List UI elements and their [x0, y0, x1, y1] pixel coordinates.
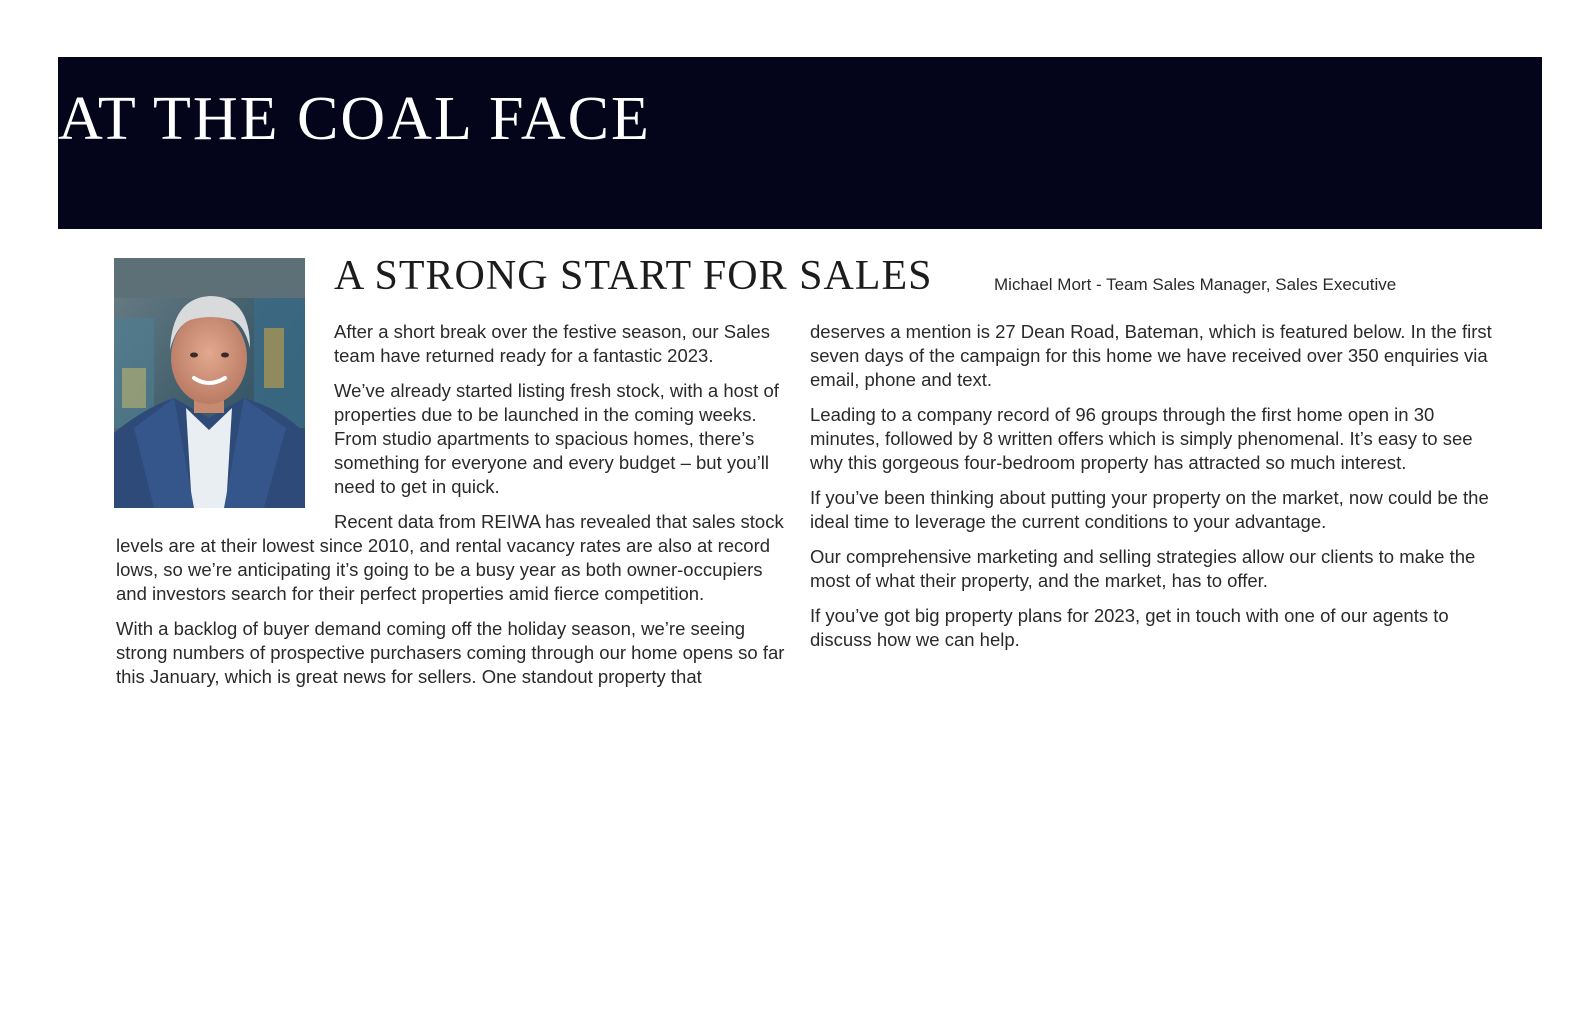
article-headline: A STRONG START FOR SALES	[334, 253, 933, 299]
paragraph: After a short break over the festive season, our Sales team have returned ready for a fantastic 2023.	[334, 321, 771, 366]
article-left-column	[116, 320, 788, 700]
portrait-wrap-spacer	[116, 320, 334, 518]
article-byline: Michael Mort - Team Sales Manager, Sales Executive	[994, 275, 1397, 294]
paragraph: If you’ve got big property plans for 2023, get in touch with one of our agents to discuss how we can help.	[810, 605, 1449, 650]
paragraph: With a backlog of buyer demand coming off the holiday season, we’re seeing strong numbers of prospective purchasers coming through our home opens so far this January, which is great news for sellers. One standout property that	[116, 618, 785, 687]
paragraph: Our comprehensive marketing and selling strategies allow our clients to make the most of what their property, and the market, has to offer.	[810, 546, 1476, 591]
paragraph: If you’ve been thinking about putting your property on the market, now could be the ideal time to leverage the current conditions to your advantage.	[810, 487, 1489, 532]
banner-title: AT THE COAL FACE	[58, 85, 651, 153]
paragraph: Recent data from REIWA has revealed that sales stock levels are at their lowest since 2010, and rental vacancy rates are also at record lows, so we’re anticipating it’s going to be a busy year as both owner-occupiers and investors search for their perfect properties amid fierce competition.	[116, 511, 784, 604]
paragraph: deserves a mention is 27 Dean Road, Bateman, which is featured below. In the first seven days of the campaign for this home we have received over 350 enquiries via email, phone and text.	[810, 321, 1492, 390]
paragraph: Leading to a company record of 96 groups through the first home open in 30 minutes, followed by 8 written offers which is simply phenomenal. It’s easy to see why this gorgeous four-bedroom property has attracted so much interest.	[810, 404, 1473, 473]
article-right-column	[810, 320, 1496, 663]
paragraph: We’ve already started listing fresh stock, with a host of properties due to be launched in the coming weeks. From studio apartments to spacious homes, there’s something for everyone and every budget – but you’ll need to get in quick.	[334, 380, 779, 497]
